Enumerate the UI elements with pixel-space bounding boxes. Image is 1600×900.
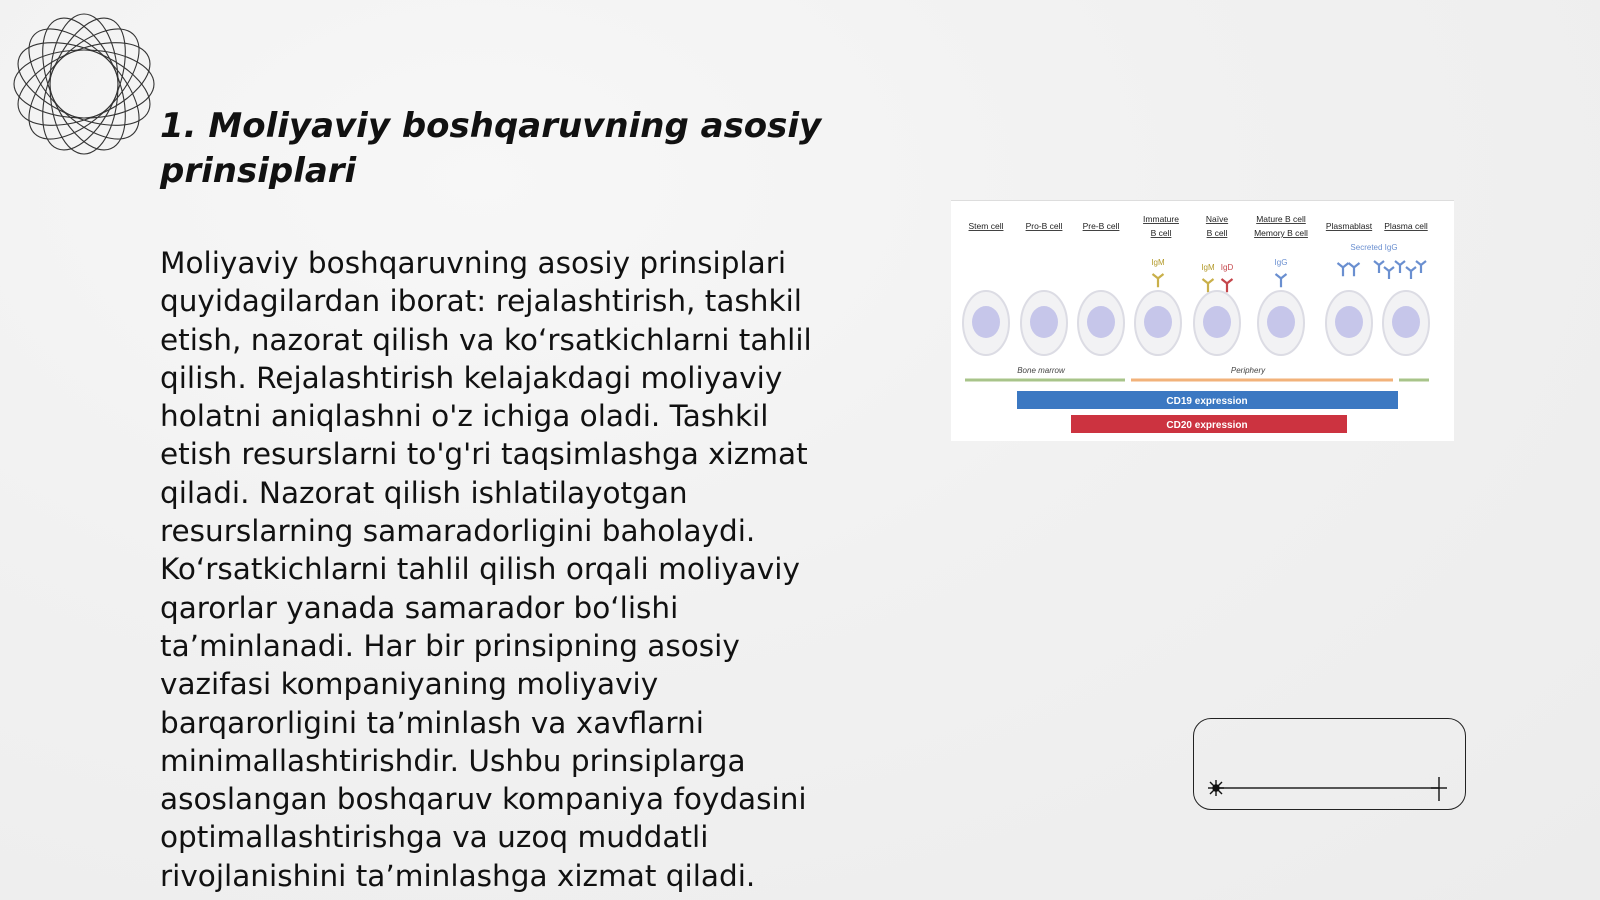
ornament-ring xyxy=(26,10,142,158)
stage-labels xyxy=(969,214,1428,238)
cell-nucleus xyxy=(1203,306,1231,338)
cd19-expression-label: CD19 expression xyxy=(1166,396,1248,407)
cell-nucleus xyxy=(1087,306,1115,338)
antibody-icon xyxy=(1374,261,1384,273)
cell-row xyxy=(963,291,1429,355)
cell-nucleus xyxy=(1030,306,1058,338)
b-cell-development-figure xyxy=(951,200,1454,441)
stage-label-line2: Memory B cell xyxy=(1254,228,1308,238)
ornament-ring xyxy=(14,50,154,118)
stage-label: Plasmablast xyxy=(1325,221,1373,231)
ornament-ring xyxy=(10,10,157,157)
slider-start-handle-icon[interactable] xyxy=(1208,780,1224,796)
stage-label: Mature B cell xyxy=(1256,214,1306,224)
ornament-ring xyxy=(50,14,118,154)
slider-panel xyxy=(1193,718,1466,810)
ornament-ring xyxy=(26,10,142,158)
antibody-icon xyxy=(1384,267,1394,279)
decorative-ornament xyxy=(10,10,158,158)
cell-nucleus xyxy=(1144,306,1172,338)
antibody-icon xyxy=(1416,261,1426,273)
stage-label: Pre-B cell xyxy=(1082,221,1120,231)
cell-nucleus xyxy=(1392,306,1420,338)
stage-label: Plasma cell xyxy=(1384,221,1428,231)
stage-label: Naïve xyxy=(1205,214,1229,224)
antibody-icon xyxy=(1338,263,1349,276)
slider-end-handle-icon[interactable] xyxy=(1431,777,1447,801)
cd20-expression-label: CD20 expression xyxy=(1166,420,1248,431)
antibody-icon xyxy=(1406,267,1416,279)
stage-label-line2: B cell xyxy=(1150,228,1172,238)
ornament-ring xyxy=(10,10,157,157)
antibody-icon xyxy=(1349,263,1360,276)
cell-nucleus xyxy=(972,306,1000,338)
secreted-igg-label: Secreted IgG xyxy=(1350,243,1398,252)
antibody-icon xyxy=(1222,279,1233,292)
cell-nucleus xyxy=(1335,306,1363,338)
ig-label: IgG xyxy=(1274,258,1288,267)
ornament-ring xyxy=(10,26,158,142)
region-label-periphery: Periphery xyxy=(1230,366,1266,375)
antibody-icon xyxy=(1153,274,1164,287)
stage-label: Pro-B cell xyxy=(1025,221,1063,231)
body-paragraph: Moliyaviy boshqaruvning asosiy prinsiplari quyidagilardan iborat: rejalashtirish, tashkil etish, nazorat qilish va ko‘rsatkichlarni tahlil qilish. Rejalashtirish kelajakdagi moliyaviy holatni aniqlashni o'z ichiga oladi. Tashkil etish resurslarni to'g'ri taqsimlashga xizmat qiladi. Nazorat qilish ishlatilayotgan resurslarning samaradorligini baholaydi. Ko‘rsatkichlarni tahlil qilish orqali moliyaviy qarorlar yanada samarador bo‘lishi ta’minlanadi. Har bir prinsipning asosiy vazifasi kompaniyaning moliyaviy barqarorligini ta’minlash va xavflarni minimallashtirishdir. Ushbu prinsiplarga asoslangan boshqaruv kompaniya foydasini optimallashtirishga va uzoq muddatli rivojlanishini ta’minlashga xizmat qiladi. xyxy=(160,246,812,893)
stage-label: Stem cell xyxy=(968,221,1004,231)
antibody-icons xyxy=(1153,261,1427,292)
cell-nucleus xyxy=(1267,306,1295,338)
region-label-bone-marrow: Bone marrow xyxy=(1017,366,1065,375)
stage-label: Immature xyxy=(1143,214,1179,224)
ig-label: IgM xyxy=(1151,258,1165,267)
antibody-icon xyxy=(1203,279,1214,292)
stage-label-line2: B cell xyxy=(1206,228,1228,238)
antibody-icon xyxy=(1276,274,1287,287)
page-title: 1. Moliyaviy boshqaruvning asosiy prinsiplari xyxy=(160,106,822,191)
ornament-ring xyxy=(10,26,158,142)
antibody-icon xyxy=(1395,261,1405,273)
ornament-center xyxy=(50,50,118,118)
ig-label: IgD xyxy=(1220,263,1234,272)
ig-label: IgM xyxy=(1201,263,1215,272)
